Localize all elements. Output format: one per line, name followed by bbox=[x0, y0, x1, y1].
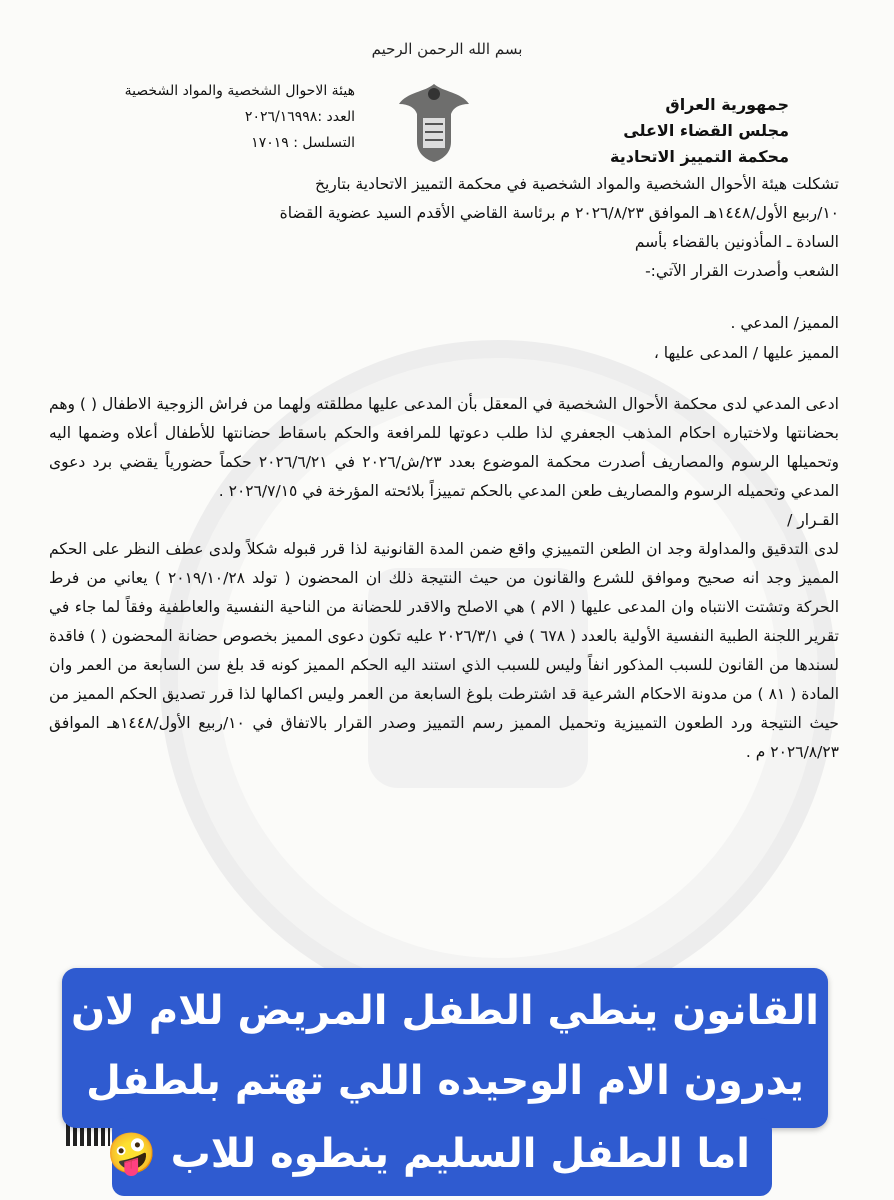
caption-line-1: القانون ينطي الطفل المريض للام لان bbox=[70, 988, 820, 1034]
intro-line: السادة ـ المأذونين بالقضاء بأسم bbox=[634, 233, 839, 251]
issuer-block bbox=[529, 92, 789, 170]
caption-line-3-text: اما الطفل السليم ينطوه للاب bbox=[170, 1131, 750, 1177]
facts-paragraph: ادعى المدعي لدى محكمة الأحوال الشخصية في المعقل بأن المدعى عليها مطلقته ولهما من فراش الزوجية الاطفال ( ) وهم بحضانتها ولاختياره احكام المذهب الجعفري لذا طلب دعوتها للمرافعة والحكم باسقاط حضانتها للأطفال أعلاه وضمها اليه وتحميلها الرسوم والمصاريف أصدرت محكمة الموضوع بعدد ٢٣/ش/٢٠٢٦ في ٢٠٢٦/٦/٢١ حكماً حضورياً يقضي برد دعوى المدعي وتحميله الرسوم والمصاريف طعن المدعي بالحكم تمييزاً بلائحته المؤرخة في ٢٠٢٦/٧/١٥ . bbox=[49, 395, 840, 500]
appellant-line: المميز/ المدعي . bbox=[730, 314, 839, 332]
council-line: مجلس القضاء الاعلى bbox=[623, 121, 789, 140]
case-number: العدد :٢٠٢٦/١٦٩٩٨ bbox=[244, 109, 355, 125]
caption-line-3 bbox=[106, 1130, 750, 1177]
intro-line: تشكلت هيئة الأحوال الشخصية والمواد الشخصية في محكمة التمييز الاتحادية بتاريخ bbox=[314, 175, 839, 193]
intro-line: الشعب وأصدرت القرار الآتي:- bbox=[645, 262, 839, 280]
reference-block bbox=[85, 78, 355, 156]
caption-line-2: يدرون الام الوحيده اللي تهتم بلطفل bbox=[86, 1058, 804, 1104]
decision-paragraph: لدى التدقيق والمداولة وجد ان الطعن التمييزي واقع ضمن المدة القانونية لذا قرر قبوله شكلاً ولدى عطف النظر على الحكم المميز وجد انه صحيح وموافق للشرع والقانون من حيث النتيجة ذلك ان المحضون ( تولد ٢٠١٩/١٠/٢٨ ) يعاني من فرط الحركة وتشتت الانتباه وان المدعى عليها ( الام ) هي الاصلح والاقدر للحضانة من الناحية النفسية والعاطفية وفقاً لما جاء في تقرير اللجنة الطبية النفسية الأولية بالعدد ( ٦٧٨ ) في ٢٠٢٦/٣/١ عليه تكون دعوى المميز بخصوص حضانة المحضون ( ) فاقدة لسندها من القانون للسبب المذكور انفاً وليس للسبب الذي استند اليه الحكم المميز كونه قد بلغ سن السابعة من العمر وان المادة ( ٨١ ) من مدونة الاحكام الشرعية قد اشترطت بلوغ السابعة من العمر وليس اكمالها لذا قرر تصديق الحكم المميز من حيث النتيجة ورد الطعون التمييزية وتحميل المميز رسم التمييز وصدر القرار بالاتفاق في ١٠/ربيع الأول/١٤٤٨هـ الموافق ٢٠٢٦/٨/٢٣ م . bbox=[49, 540, 839, 761]
decision-title: القـرار / bbox=[787, 511, 839, 529]
authority-line: هيئة الاحوال الشخصية والمواد الشخصية bbox=[124, 83, 355, 99]
serial-number: التسلسل : ١٧٠١٩ bbox=[251, 135, 355, 151]
intro-line: ١٠/ربيع الأول/١٤٤٨هـ الموافق ٢٠٢٦/٨/٢٣ م برئاسة القاضي الأقدم السيد عضوية القضاة bbox=[279, 204, 839, 222]
court-line: محكمة التمييز الاتحادية bbox=[610, 147, 789, 166]
republic-line: جمهورية العراق bbox=[665, 95, 789, 114]
decision-body bbox=[49, 170, 839, 767]
winking-face-emoji-icon: 🤪 bbox=[106, 1131, 157, 1177]
respondent-line: المميز عليها / المدعى عليها ، bbox=[653, 344, 839, 362]
parties-block bbox=[49, 308, 839, 368]
eagle-emblem-icon bbox=[395, 78, 473, 164]
basmala: بسم الله الرحمن الرحيم bbox=[371, 40, 523, 58]
